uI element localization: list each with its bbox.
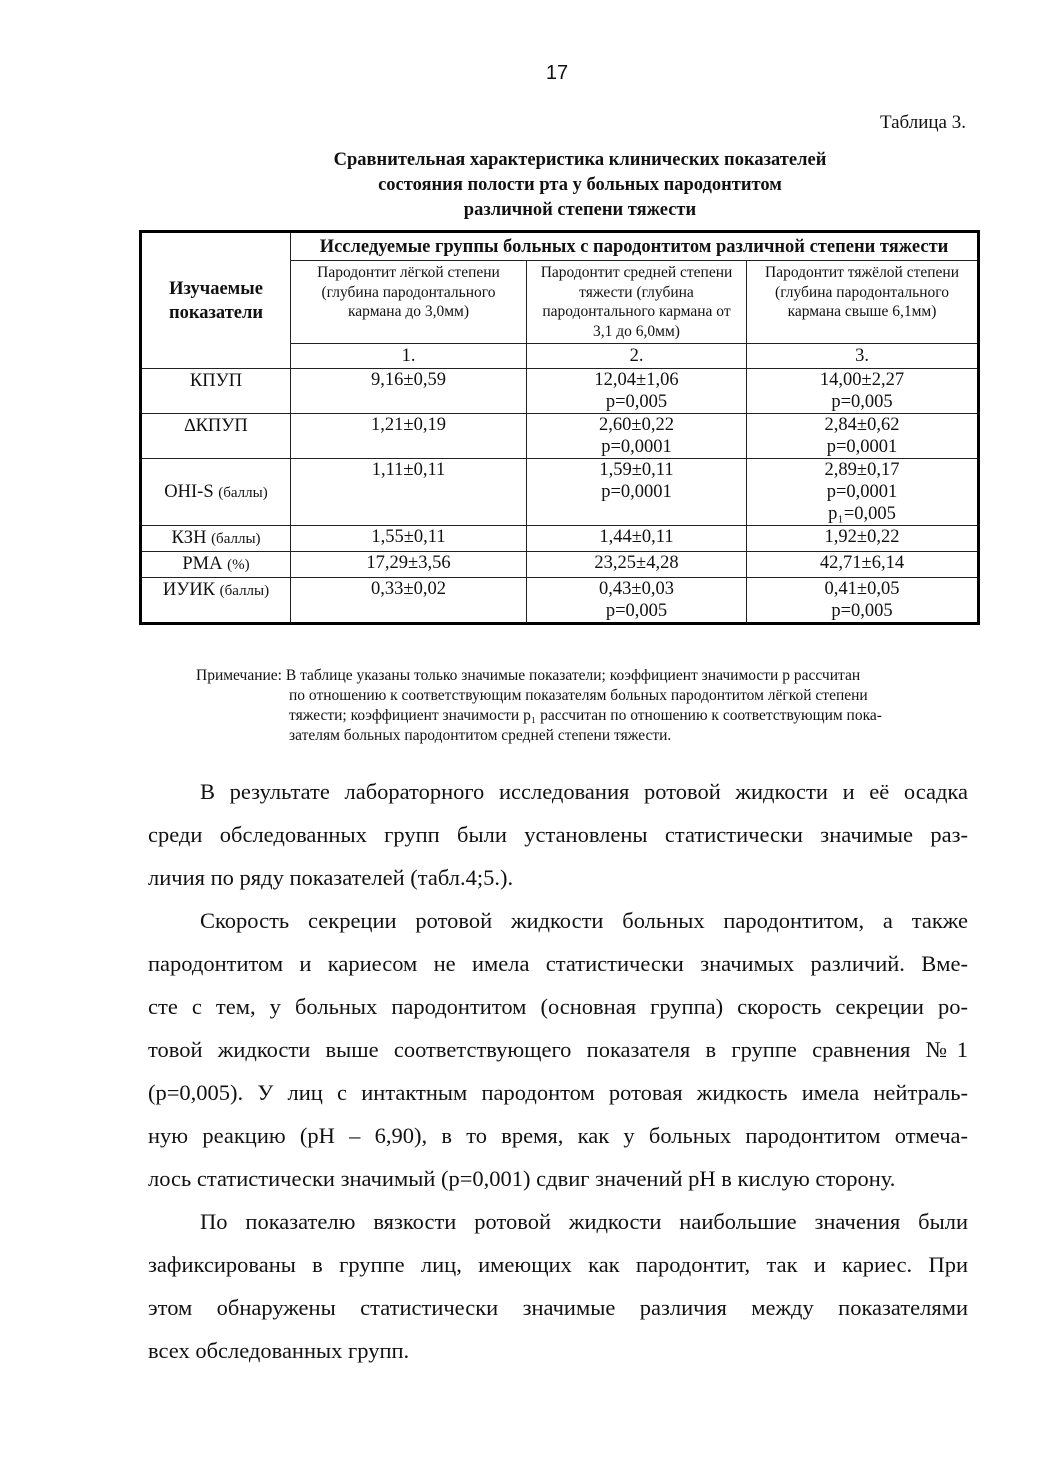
note-line: тяжести; коэффициент значимости p₁ рассчитан по отношению к соответствующим пока- — [289, 707, 882, 724]
row-label-text: ИУИК — [162, 580, 216, 600]
paragraph — [148, 899, 968, 1200]
row-unit: (%) — [227, 557, 250, 573]
paragraph-line: ную реакцию (pH – 6,90), в то время, как у больных пародонтитом отмеча- — [148, 1123, 968, 1148]
mean-value: 2,89±0,17 — [824, 460, 900, 480]
paragraph-line: этом обнаружены статистически значимые различия между показателями — [148, 1295, 968, 1320]
value-cell — [527, 414, 747, 459]
mean-value: 23,25±4,28 — [594, 553, 679, 573]
note-line: зателям больных пародонтитом средней степени тяжести. — [289, 727, 672, 744]
value-cell — [747, 414, 979, 459]
row-label-text: ∆КПУП — [184, 416, 248, 436]
row-label-text: РМА — [182, 554, 223, 574]
table-title — [190, 148, 970, 223]
row-label — [141, 369, 291, 414]
table-title-line: различной степени тяжести — [463, 200, 697, 220]
table-title-line: Сравнительная характеристика клинических показателей — [333, 150, 827, 170]
p-value: p=0,005 — [605, 392, 668, 412]
value-cell — [291, 552, 527, 578]
row-label-text: КЗН — [171, 528, 207, 548]
row-label — [141, 578, 291, 624]
paragraph-line: всех обследованных групп. — [148, 1338, 410, 1363]
paragraph-line: лось статистически значимый (p=0,001) сдвиг значений pH в кислую сторону. — [148, 1166, 896, 1191]
body-text — [148, 770, 968, 1372]
paragraph — [148, 770, 968, 899]
mean-value: 0,43±0,03 — [599, 579, 674, 599]
value-cell — [747, 552, 979, 578]
mean-value: 12,04±1,06 — [594, 370, 679, 390]
paragraph-line: зафиксированы в группе лиц, имеющих как пародонтит, так и кариес. При — [148, 1252, 968, 1277]
value-cell — [291, 459, 527, 526]
mean-value: 17,29±3,56 — [366, 553, 451, 573]
paragraph-line: личия по ряду показателей (табл.4;5.). — [148, 865, 514, 890]
table-row — [141, 369, 979, 414]
note-line: Примечание: В таблице указаны только значимые показатели; коэффициент значимости p рассчитан — [196, 667, 861, 684]
mean-value: 14,00±2,27 — [819, 370, 905, 390]
table-label: Таблица 3. — [879, 112, 966, 133]
row-label-text: OHI-S — [164, 481, 214, 502]
value-cell — [291, 526, 527, 552]
row-unit: (баллы) — [219, 583, 270, 599]
p-value: p=0,0001 — [826, 482, 898, 502]
mean-value: 1,21±0,19 — [371, 415, 446, 435]
value-cell — [747, 369, 979, 414]
paragraph-line: Скорость секреции ротовой жидкости больных пародонтитом, а также — [200, 908, 968, 933]
column-number: 2. — [527, 344, 747, 369]
p-value: p=0,005 — [831, 601, 893, 621]
row-label — [141, 526, 291, 552]
value-cell — [527, 552, 747, 578]
mean-value: 0,33±0,02 — [371, 579, 446, 599]
paragraph-line: По показателю вязкости ротовой жидкости наибольшие значения были — [200, 1209, 968, 1234]
value-cell — [747, 578, 979, 624]
mean-value: 1,11±0,11 — [371, 460, 446, 480]
table-row — [141, 459, 979, 526]
mean-value: 2,84±0,62 — [824, 415, 900, 435]
value-cell — [291, 578, 527, 624]
paragraph-line: сте с тем, у больных пародонтитом (основная группа) скорость секреции ро- — [148, 994, 968, 1019]
row-label-text: КПУП — [189, 371, 243, 391]
group-column-header-moderate: Пародонтит средней степени тяжести (глубина пародонтального кармана от 3,1 до 6,0мм) — [527, 261, 747, 344]
mean-value: 9,16±0,59 — [371, 370, 446, 390]
groups-header: Исследуемые группы больных с пародонтитом различной степени тяжести — [291, 232, 979, 261]
indicators-header: Изучаемые показатели — [141, 232, 291, 369]
mean-value: 42,71±6,14 — [819, 553, 905, 573]
p-value: p=0,0001 — [601, 482, 672, 502]
clinical-indicators-table — [139, 230, 980, 625]
paragraph-line: среди обследованных групп были установлены статистически значимые раз- — [148, 822, 968, 847]
value-cell — [527, 526, 747, 552]
value-cell — [747, 459, 979, 526]
table-row — [141, 414, 979, 459]
note-line: по отношению к соответствующим показателям больных пародонтитом лёгкой степени — [289, 687, 868, 704]
paragraph-line: В результате лабораторного исследования ротовой жидкости и её осадка — [200, 779, 968, 804]
paragraph-line: товой жидкости выше соответствующего показателя в группе сравнения №1 — [148, 1037, 968, 1062]
paragraph — [148, 1200, 968, 1372]
row-unit: (баллы) — [211, 531, 261, 547]
mean-value: 2,60±0,22 — [599, 415, 674, 435]
mean-value: 0,41±0,05 — [824, 579, 900, 599]
mean-value: 1,44±0,11 — [599, 527, 674, 547]
row-label — [141, 459, 291, 526]
column-number: 1. — [291, 344, 527, 369]
table-row — [141, 578, 979, 624]
value-cell — [527, 578, 747, 624]
page-number: 17 — [545, 62, 569, 84]
paragraph-line: пародонтитом и кариесом не имела статистически значимых различий. Вме- — [148, 951, 968, 976]
table-row — [141, 552, 979, 578]
value-cell — [291, 414, 527, 459]
p-value: p=0,0001 — [601, 437, 672, 457]
value-cell — [527, 369, 747, 414]
group-column-header-severe: Пародонтит тяжёлой степени (глубина пародонтального кармана свыше 6,1мм) — [747, 261, 979, 344]
row-label — [141, 414, 291, 459]
p-value: p=0,005 — [605, 601, 668, 621]
row-label — [141, 552, 291, 578]
table-note — [196, 666, 976, 746]
table-title-line: состояния полости рта у больных пародонтитом — [378, 175, 782, 195]
value-cell — [747, 526, 979, 552]
p-value: p₁=0,005 — [828, 504, 896, 524]
group-column-header-mild: Пародонтит лёгкой степени (глубина пародонтального кармана до 3,0мм) — [291, 261, 527, 344]
table-row — [141, 526, 979, 552]
value-cell — [291, 369, 527, 414]
p-value: p=0,005 — [831, 392, 893, 412]
mean-value: 1,92±0,22 — [824, 527, 900, 547]
mean-value: 1,59±0,11 — [599, 460, 674, 480]
paragraph-line: (p=0,005). У лиц с интактным пародонтом ротовая жидкость имела нейтраль- — [148, 1080, 968, 1105]
mean-value: 1,55±0,11 — [371, 527, 446, 547]
row-unit: (баллы) — [218, 484, 268, 501]
value-cell — [527, 459, 747, 526]
column-number: 3. — [747, 344, 979, 369]
p-value: p=0,0001 — [826, 437, 898, 457]
